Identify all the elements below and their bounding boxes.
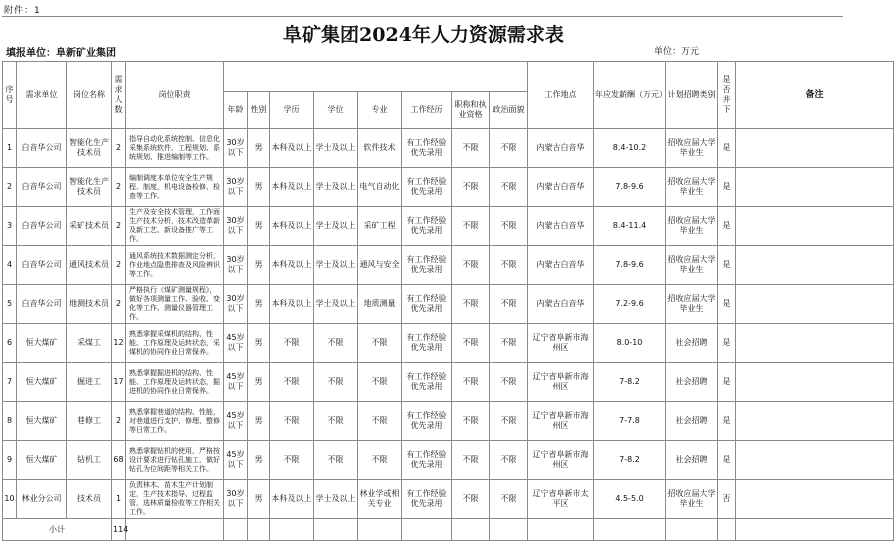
cell-age: 30岁以下 — [224, 246, 248, 285]
cell-experience: 有工作经验优先录用 — [402, 441, 452, 480]
cell-remark — [736, 480, 894, 519]
cell-duty: 熟悉掌握采煤机的结构、性能、工作原理及运转状态，采煤机的协同作业日常保养。 — [126, 324, 224, 363]
subtotal-row — [3, 519, 894, 541]
col-education: 学历 — [270, 92, 314, 129]
table-row — [3, 363, 894, 402]
cell-political: 不限 — [490, 480, 528, 519]
table-row — [3, 129, 894, 168]
cell-location: 内蒙古白音华 — [528, 207, 594, 246]
demand-table — [2, 61, 894, 541]
cell-degree: 不限 — [314, 363, 358, 402]
col-count: 需求人数 — [112, 62, 126, 129]
subtotal-cell — [528, 519, 594, 541]
subtotal-cell — [402, 519, 452, 541]
cell-count: 2 — [112, 207, 126, 246]
title-top-rule — [2, 16, 843, 17]
subtotal-cell — [126, 519, 224, 541]
cell-count: 2 — [112, 246, 126, 285]
cell-gender: 男 — [248, 129, 270, 168]
cell-political: 不限 — [490, 441, 528, 480]
cell-count: 17 — [112, 363, 126, 402]
cell-channel: 社会招聘 — [666, 363, 718, 402]
cell-count: 2 — [112, 402, 126, 441]
cell-duty: 通风系统技术数据测定分析，作业地点隐患排查及风险辨识等工作。 — [126, 246, 224, 285]
cell-duty: 熟悉掌握掘进机的结构、性能、工作原理及运转状态，掘进机的协同作业日常保养。 — [126, 363, 224, 402]
cell-count: 1 — [112, 480, 126, 519]
cell-underground: 是 — [718, 168, 736, 207]
cell-post: 巷修工 — [67, 402, 112, 441]
cell-channel: 社会招聘 — [666, 324, 718, 363]
cell-major: 软件技术 — [358, 129, 402, 168]
cell-cert: 不限 — [452, 324, 490, 363]
cell-age: 30岁以下 — [224, 207, 248, 246]
cell-underground: 否 — [718, 480, 736, 519]
cell-remark — [736, 168, 894, 207]
cell-post: 采煤工 — [67, 324, 112, 363]
table-row — [3, 207, 894, 246]
cell-location: 内蒙古白音华 — [528, 129, 594, 168]
cell-underground: 是 — [718, 285, 736, 324]
cell-cert: 不限 — [452, 246, 490, 285]
cell-remark — [736, 441, 894, 480]
cell-experience: 有工作经验优先录用 — [402, 168, 452, 207]
cell-duty: 指导自动化系统控制、信息化采集系统软件、工程规划、系统规划、推进编制等工作。 — [126, 129, 224, 168]
cell-major: 电气自动化 — [358, 168, 402, 207]
col-seq: 序号 — [3, 62, 17, 129]
cell-salary: 7-8.2 — [594, 441, 666, 480]
cell-dept: 恒大煤矿 — [17, 324, 67, 363]
cell-political: 不限 — [490, 402, 528, 441]
cell-duty: 严格执行《煤矿测量规程》，做好各项测量工作、验收、变化等工作、测量仪器管理工作。 — [126, 285, 224, 324]
cell-location: 辽宁省阜新市海州区 — [528, 441, 594, 480]
cell-age: 45岁以下 — [224, 324, 248, 363]
cell-post: 技术员 — [67, 480, 112, 519]
cell-salary: 8.4-10.2 — [594, 129, 666, 168]
cell-degree: 学士及以上 — [314, 285, 358, 324]
subtotal-cell — [718, 519, 736, 541]
filling-unit: 填报单位：阜新矿业集团 — [6, 48, 116, 59]
cell-cert: 不限 — [452, 285, 490, 324]
subtotal-cell — [248, 519, 270, 541]
cell-count: 2 — [112, 285, 126, 324]
cell-cert: 不限 — [452, 129, 490, 168]
cell-gender: 男 — [248, 441, 270, 480]
cell-underground: 是 — [718, 129, 736, 168]
table-row — [3, 324, 894, 363]
table-row — [3, 285, 894, 324]
cell-remark — [736, 207, 894, 246]
cell-gender: 男 — [248, 480, 270, 519]
cell-age: 30岁以下 — [224, 285, 248, 324]
cell-experience: 有工作经验优先录用 — [402, 363, 452, 402]
cell-post: 智能化生产技术员 — [67, 168, 112, 207]
cell-education: 不限 — [270, 324, 314, 363]
cell-cert: 不限 — [452, 207, 490, 246]
cell-dept: 林业分公司 — [17, 480, 67, 519]
cell-post: 采矿技术员 — [67, 207, 112, 246]
cell-dept: 白音华公司 — [17, 246, 67, 285]
cell-experience: 有工作经验优先录用 — [402, 285, 452, 324]
cell-underground: 是 — [718, 207, 736, 246]
subtotal-cell — [452, 519, 490, 541]
cell-post: 钻机工 — [67, 441, 112, 480]
table-body — [3, 129, 894, 541]
header-row-top — [3, 62, 894, 92]
cell-education: 本科及以上 — [270, 168, 314, 207]
cell-salary: 7.8-9.6 — [594, 246, 666, 285]
cell-seq: 9 — [3, 441, 17, 480]
cell-channel: 社会招聘 — [666, 402, 718, 441]
cell-gender: 男 — [248, 363, 270, 402]
cell-salary: 4.5-5.0 — [594, 480, 666, 519]
col-channel: 计划招聘类别 — [666, 62, 718, 129]
cell-duty: 熟悉掌握巷道的结构、性能，对巷道进行支护、修理、整修等日常工作。 — [126, 402, 224, 441]
cell-seq: 2 — [3, 168, 17, 207]
cell-seq: 7 — [3, 363, 17, 402]
cell-political: 不限 — [490, 207, 528, 246]
col-experience: 工作经历 — [402, 92, 452, 129]
col-underground: 是否井下 — [718, 62, 736, 129]
cell-underground: 是 — [718, 324, 736, 363]
cell-salary: 7.2-9.6 — [594, 285, 666, 324]
cell-major: 不限 — [358, 363, 402, 402]
col-qualification-group — [224, 62, 528, 92]
cell-remark — [736, 363, 894, 402]
cell-salary: 8.4-11.4 — [594, 207, 666, 246]
cell-political: 不限 — [490, 363, 528, 402]
col-cert: 职称和执业资格 — [452, 92, 490, 129]
col-degree: 学位 — [314, 92, 358, 129]
cell-major: 通风与安全 — [358, 246, 402, 285]
col-remark: 备注 — [736, 62, 894, 129]
cell-major: 不限 — [358, 402, 402, 441]
cell-degree: 学士及以上 — [314, 168, 358, 207]
cell-degree: 不限 — [314, 441, 358, 480]
currency-unit: 单位：万元 — [654, 47, 700, 57]
cell-dept: 白音华公司 — [17, 285, 67, 324]
cell-count: 2 — [112, 129, 126, 168]
cell-salary: 8.0-10 — [594, 324, 666, 363]
cell-dept: 恒大煤矿 — [17, 363, 67, 402]
cell-degree: 学士及以上 — [314, 207, 358, 246]
cell-major: 地质测量 — [358, 285, 402, 324]
cell-underground: 是 — [718, 402, 736, 441]
table-row — [3, 441, 894, 480]
cell-education: 本科及以上 — [270, 207, 314, 246]
cell-salary: 7-7.8 — [594, 402, 666, 441]
cell-seq: 6 — [3, 324, 17, 363]
cell-count: 68 — [112, 441, 126, 480]
col-major: 专业 — [358, 92, 402, 129]
cell-remark — [736, 246, 894, 285]
table-row — [3, 168, 894, 207]
subtotal-cell — [224, 519, 248, 541]
cell-education: 本科及以上 — [270, 129, 314, 168]
subtotal-cell — [736, 519, 894, 541]
cell-education: 本科及以上 — [270, 285, 314, 324]
cell-gender: 男 — [248, 285, 270, 324]
cell-dept: 白音华公司 — [17, 168, 67, 207]
cell-degree: 学士及以上 — [314, 480, 358, 519]
cell-channel: 招收应届大学毕业生 — [666, 480, 718, 519]
table-row — [3, 246, 894, 285]
cell-remark — [736, 324, 894, 363]
subtotal-cell — [314, 519, 358, 541]
cell-seq: 5 — [3, 285, 17, 324]
subtotal-label: 小计 — [3, 519, 112, 541]
subtotal-count: 114 — [112, 519, 126, 541]
cell-seq: 10 — [3, 480, 17, 519]
cell-gender: 男 — [248, 324, 270, 363]
page-title: 阜矿集团2024年人力资源需求表 — [283, 24, 564, 46]
cell-degree: 学士及以上 — [314, 129, 358, 168]
cell-location: 内蒙古白音华 — [528, 246, 594, 285]
cell-age: 45岁以下 — [224, 363, 248, 402]
col-gender: 性别 — [248, 92, 270, 129]
col-post: 岗位名称 — [67, 62, 112, 129]
cell-political: 不限 — [490, 285, 528, 324]
cell-seq: 8 — [3, 402, 17, 441]
cell-age: 30岁以下 — [224, 168, 248, 207]
col-salary: 年应发薪酬（万元） — [594, 62, 666, 129]
cell-underground: 是 — [718, 363, 736, 402]
cell-education: 本科及以上 — [270, 480, 314, 519]
cell-political: 不限 — [490, 129, 528, 168]
cell-salary: 7.8-9.6 — [594, 168, 666, 207]
cell-political: 不限 — [490, 246, 528, 285]
cell-duty: 编制调度本单位安全生产规程、制度，机电设备检修、检查等工作。 — [126, 168, 224, 207]
cell-experience: 有工作经验优先录用 — [402, 129, 452, 168]
cell-major: 不限 — [358, 324, 402, 363]
table-row — [3, 480, 894, 519]
cell-cert: 不限 — [452, 402, 490, 441]
cell-gender: 男 — [248, 246, 270, 285]
cell-location: 辽宁省阜新市海州区 — [528, 324, 594, 363]
cell-post: 通风技术员 — [67, 246, 112, 285]
cell-channel: 社会招聘 — [666, 441, 718, 480]
cell-major: 不限 — [358, 441, 402, 480]
subtotal-cell — [270, 519, 314, 541]
cell-age: 45岁以下 — [224, 441, 248, 480]
cell-dept: 白音华公司 — [17, 129, 67, 168]
cell-channel: 招收应届大学毕业生 — [666, 246, 718, 285]
cell-location: 内蒙古白音华 — [528, 168, 594, 207]
cell-age: 30岁以下 — [224, 129, 248, 168]
col-dept: 需求单位 — [17, 62, 67, 129]
cell-location: 辽宁省阜新市海州区 — [528, 402, 594, 441]
subtotal-cell — [594, 519, 666, 541]
cell-age: 30岁以下 — [224, 480, 248, 519]
cell-duty: 负责林木、苗木生产计划制定，生产技术指导、过程监管，选林质量检收等工作相关工作。 — [126, 480, 224, 519]
cell-gender: 男 — [248, 207, 270, 246]
cell-channel: 招收应届大学毕业生 — [666, 129, 718, 168]
cell-experience: 有工作经验优先录用 — [402, 324, 452, 363]
cell-location: 内蒙古白音华 — [528, 285, 594, 324]
cell-gender: 男 — [248, 168, 270, 207]
cell-duty: 生产及安全技术管理，工作面生产技术分析，技术改造革新及新工艺、新设备推广等工作。 — [126, 207, 224, 246]
cell-post: 掘进工 — [67, 363, 112, 402]
cell-post: 地测技术员 — [67, 285, 112, 324]
cell-major: 采矿工程 — [358, 207, 402, 246]
cell-dept: 恒大煤矿 — [17, 402, 67, 441]
cell-channel: 招收应届大学毕业生 — [666, 207, 718, 246]
subtotal-cell — [666, 519, 718, 541]
cell-degree: 不限 — [314, 324, 358, 363]
cell-location: 辽宁省阜新市海州区 — [528, 363, 594, 402]
cell-location: 辽宁省阜新市太平区 — [528, 480, 594, 519]
cell-seq: 3 — [3, 207, 17, 246]
col-location: 工作地点 — [528, 62, 594, 129]
cell-education: 本科及以上 — [270, 246, 314, 285]
cell-gender: 男 — [248, 402, 270, 441]
cell-channel: 招收应届大学毕业生 — [666, 168, 718, 207]
table-row — [3, 402, 894, 441]
cell-seq: 4 — [3, 246, 17, 285]
cell-duty: 熟悉掌握钻机的使用，严格按设计要求进行钻孔施工，做好钻孔为位间距等相关工作。 — [126, 441, 224, 480]
cell-major: 林业学或相关专业 — [358, 480, 402, 519]
cell-education: 不限 — [270, 402, 314, 441]
cell-experience: 有工作经验优先录用 — [402, 480, 452, 519]
cell-education: 不限 — [270, 363, 314, 402]
cell-degree: 不限 — [314, 402, 358, 441]
cell-experience: 有工作经验优先录用 — [402, 246, 452, 285]
cell-underground: 是 — [718, 246, 736, 285]
cell-channel: 招收应届大学毕业生 — [666, 285, 718, 324]
cell-cert: 不限 — [452, 441, 490, 480]
cell-age: 45岁以下 — [224, 402, 248, 441]
subtotal-cell — [358, 519, 402, 541]
cell-remark — [736, 402, 894, 441]
cell-degree: 学士及以上 — [314, 246, 358, 285]
cell-dept: 恒大煤矿 — [17, 441, 67, 480]
cell-cert: 不限 — [452, 480, 490, 519]
cell-remark — [736, 129, 894, 168]
col-age: 年龄 — [224, 92, 248, 129]
col-duty: 岗位职责 — [126, 62, 224, 129]
cell-experience: 有工作经验优先录用 — [402, 402, 452, 441]
cell-post: 智能化生产技术员 — [67, 129, 112, 168]
cell-dept: 白音华公司 — [17, 207, 67, 246]
cell-count: 12 — [112, 324, 126, 363]
col-political: 政治面貌 — [490, 92, 528, 129]
cell-count: 2 — [112, 168, 126, 207]
cell-education: 不限 — [270, 441, 314, 480]
cell-political: 不限 — [490, 324, 528, 363]
cell-underground: 是 — [718, 441, 736, 480]
cell-cert: 不限 — [452, 363, 490, 402]
cell-remark — [736, 285, 894, 324]
annex-label: 附件：1 — [4, 6, 41, 16]
cell-seq: 1 — [3, 129, 17, 168]
cell-cert: 不限 — [452, 168, 490, 207]
cell-salary: 7-8.2 — [594, 363, 666, 402]
cell-political: 不限 — [490, 168, 528, 207]
cell-experience: 有工作经验优先录用 — [402, 207, 452, 246]
subtotal-cell — [490, 519, 528, 541]
